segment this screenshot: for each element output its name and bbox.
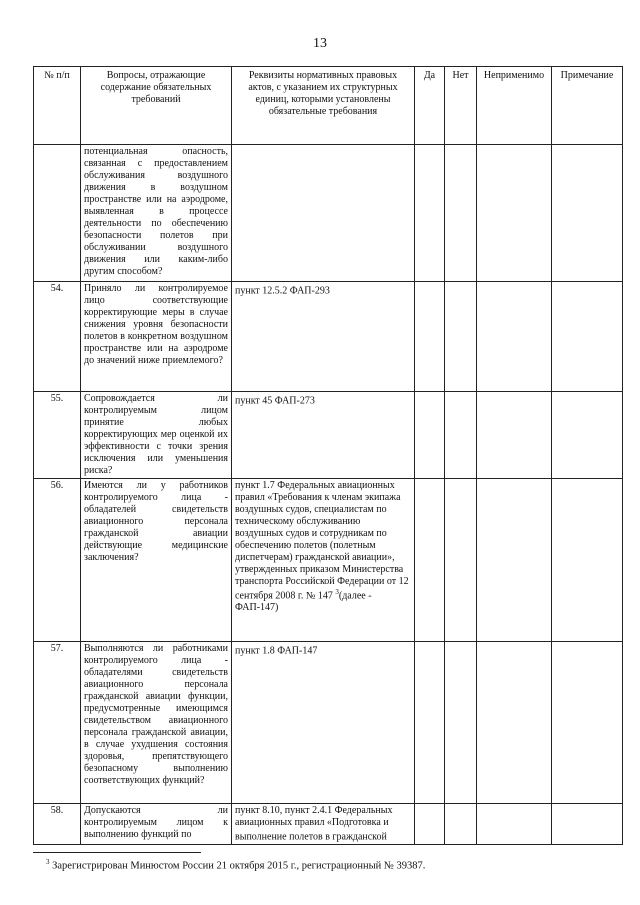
answer-yes-cell[interactable]: [415, 282, 445, 392]
row-number: 56.: [34, 479, 81, 642]
header-reference: Реквизиты нормативных правовых актов, с указанием их структурных единиц, которыми установлены обязательные требования: [232, 67, 415, 145]
row-number: [34, 145, 81, 282]
footnote: [46, 858, 425, 872]
answer-na-cell[interactable]: [477, 282, 552, 392]
header-yes: Да: [415, 67, 445, 145]
header-no: Нет: [445, 67, 477, 145]
answer-no-cell[interactable]: [445, 479, 477, 642]
row-reference: пункт 8.10, пункт 2.4.1 Федеральных авиационных правил «Подготовка и выполнение полетов в гражданской: [232, 804, 415, 845]
answer-no-cell[interactable]: [445, 145, 477, 282]
answer-no-cell[interactable]: [445, 642, 477, 804]
header-num: № п/п: [34, 67, 81, 145]
page-number: 13: [313, 36, 327, 51]
row-reference: пункт 12.5.2 ФАП-293: [232, 282, 415, 392]
row-reference: [232, 145, 415, 282]
answer-yes-cell[interactable]: [415, 804, 445, 845]
row-question: Выполняются ли работниками контролируемого лица - обладателями свидетельств авиационного персонала гражданской авиации функции, предусмотренные имеющимся свидетельством авиационного персонала гражданской авиации, в случае ухудшения состояния здоровья, препятствующего безопасному выполнению соответствующих функций?: [81, 642, 232, 804]
footnote-mark: 3: [46, 858, 50, 866]
answer-na-cell[interactable]: [477, 479, 552, 642]
header-row: [34, 67, 623, 145]
row-reference: пункт 45 ФАП-273: [232, 392, 415, 479]
answer-na-cell[interactable]: [477, 392, 552, 479]
header-question: Вопросы, отражающие содержание обязательных требований: [81, 67, 232, 145]
answer-yes-cell[interactable]: [415, 642, 445, 804]
row-number: 58.: [34, 804, 81, 845]
answer-na-cell[interactable]: [477, 804, 552, 845]
header-note: Примечание: [552, 67, 623, 145]
answer-na-cell[interactable]: [477, 642, 552, 804]
note-cell[interactable]: [552, 642, 623, 804]
footnote-text: Зарегистрирован Минюстом России 21 октября 2015 г., регистрационный № 39387.: [49, 860, 426, 872]
row-question: потенциальная опасность, связанная с предоставлением обслуживания воздушного движения в воздушном пространстве или на аэродроме, выявленная в процессе деятельности по обеспечению безопасности полетов при обслуживании воздушного движения или каким-либо другим способом?: [81, 145, 232, 282]
row-reference: пункт 1.8 ФАП-147: [232, 642, 415, 804]
requirements-table: [33, 66, 623, 845]
answer-yes-cell[interactable]: [415, 145, 445, 282]
table-row: [34, 479, 623, 642]
table-row: [34, 804, 623, 845]
answer-yes-cell[interactable]: [415, 479, 445, 642]
table-row: [34, 282, 623, 392]
note-cell[interactable]: [552, 282, 623, 392]
row-number: 54.: [34, 282, 81, 392]
answer-na-cell[interactable]: [477, 145, 552, 282]
note-cell[interactable]: [552, 145, 623, 282]
note-cell[interactable]: [552, 479, 623, 642]
row-question: Сопровождается ли контролируемым лицом принятие любых корректирующих мер оценкой их эффективности с точки зрения исключения или уменьшения риска?: [81, 392, 232, 479]
table-row: [34, 145, 623, 282]
row-reference: пункт 1.7 Федеральных авиационных правил «Требования к членам экипажа воздушных судов, специалистам по техническому обслуживанию воздушных судов и сотрудникам по обеспечению полетов (полетным диспетчерам) гражданской авиации», утвержденных приказом Министерства транспорта Российской Федерации от 12 сентября 2008 г. № 147 $^3$(далее - ФАП-147): [232, 479, 415, 642]
answer-no-cell[interactable]: [445, 804, 477, 845]
note-cell[interactable]: [552, 392, 623, 479]
row-question: Допускаются ли контролируемым лицом к выполнению функций по: [81, 804, 232, 845]
table-row: [34, 392, 623, 479]
header-na: Неприменимо: [477, 67, 552, 145]
note-cell[interactable]: [552, 804, 623, 845]
row-question: Имеются ли у работников контролируемого лица - обладателей свидетельств авиационного персонала гражданской авиации действующие медицинские заключения?: [81, 479, 232, 642]
row-number: 55.: [34, 392, 81, 479]
footnote-divider: [33, 852, 201, 853]
table-row: [34, 642, 623, 804]
row-question: Приняло ли контролируемое лицо соответствующие корректирующие меры в случае снижения уровня безопасности полетов в конкретном воздушном пространстве или на аэродроме до значений ниже приемлемого?: [81, 282, 232, 392]
answer-no-cell[interactable]: [445, 282, 477, 392]
answer-no-cell[interactable]: [445, 392, 477, 479]
row-number: 57.: [34, 642, 81, 804]
answer-yes-cell[interactable]: [415, 392, 445, 479]
